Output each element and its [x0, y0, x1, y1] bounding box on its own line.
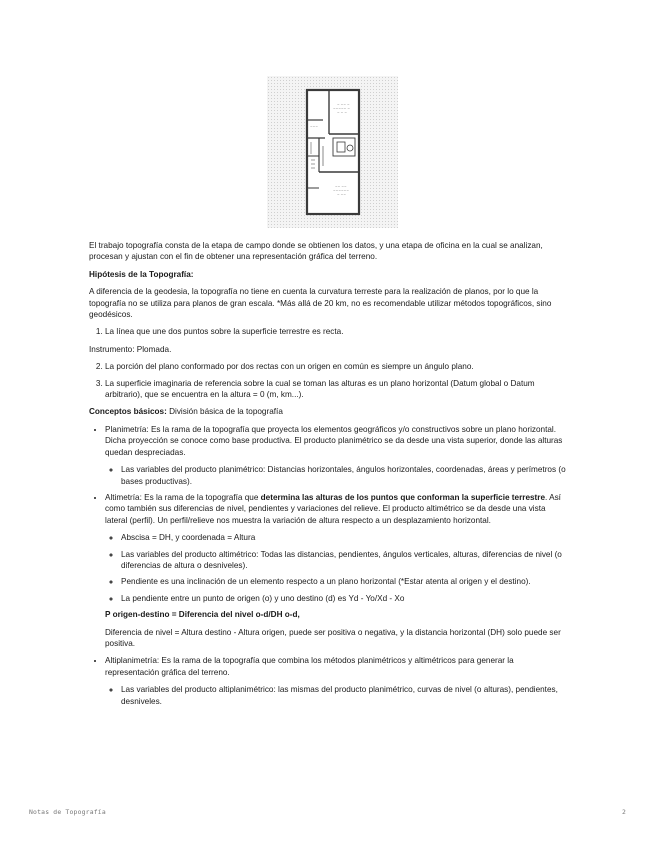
- hipotesis-list-2: [89, 361, 569, 400]
- hipotesis-item-3: 3. La superficie imaginaria de referencia sobre la cual se toman las alturas es un plano horizontal (Datum global o Datum arbitrario), que se encuentra en la altura = 0 (m, km...).: [105, 378, 569, 401]
- altiplanimetria-item: • Altiplanimetría: Es la rama de la topografía que combina los métodos planimétricos y altimétricos para generar la representación gráfica del terreno. ◦ Las variables del producto altiplanimétrico: las mismas del producto planimétrico, curvas de nivel (o alturas), pendientes, desniveles.: [105, 655, 569, 707]
- altimetria-sub-2: ◦ Las variables del producto altimétrico: Todas las distancias, pendientes, ángulos verticales, alturas, diferencias de nivel (o diferencias de altura o desniveles).: [121, 549, 569, 572]
- hipotesis-item-1: 1. La línea que une dos puntos sobre la superficie terrestre es recta.: [105, 326, 569, 337]
- concepts-list: [89, 424, 569, 707]
- planimetria-item: • Planimetría: Es la rama de la topografía que proyecta los elementos geográficos y/o constructivos sobre un plano horizontal. Dicha proyección se conoce como base productiva. El producto planimétrico se da desde una vista superior, donde las alturas quedan despreciadas. ◦ Las variables del producto planimétrico: Distancias horizontales, ángulos horizontales, coordenadas, áreas y perímetros (o bases productivas).: [105, 424, 569, 487]
- diferencia-line: Diferencia de nivel = Altura destino - Altura origen, puede ser positiva o negativa, y la distancia horizontal (DH) solo puede ser positiva.: [105, 627, 561, 648]
- hipotesis-item-2: 2. La porción del plano conformado por dos rectas con un origen en común es siempre un ángulo plano.: [105, 361, 569, 372]
- planimetria-sub-1: ◦ Las variables del producto planimétrico: Distancias horizontales, ángulos horizontales, coordenadas, áreas y perímetros (o bases productivas).: [121, 464, 569, 487]
- page-number: 2: [621, 808, 626, 816]
- hipotesis-list-1: [89, 326, 569, 337]
- conceptos-line: Conceptos básicos: División básica de la topografía: [89, 407, 283, 417]
- svg-text:~ ~ ~: ~ ~ ~: [337, 111, 348, 115]
- instrumento-line: Instrumento: Plomada.: [89, 344, 172, 354]
- formula-line: P origen-destino = Diferencia del nivel o-d/DH o-d,: [105, 610, 300, 620]
- document-body: [89, 240, 569, 713]
- hipotesis-heading: Hipótesis de la Topografía:: [89, 269, 194, 279]
- svg-text:~ ~~: ~ ~~: [337, 193, 347, 197]
- altimetria-item: • Altimetría: Es la rama de la topografía que determina las alturas de los puntos que conforman la superficie terrestre. Así como también sus diferencias de nivel, pendientes y variaciones del relieve. El producto altimétrico se da desde una vista lateral (perfil). Un perfil/relieve nos muestra la variación de altura respecto a un desplazamiento horizontal. ◦ Abscisa = DH, y coordenada = Altura ◦ Las variables del producto altimétrico: Todas las distancias, pendientes, ángulos verticales, alturas, diferencias de nivel (o diferencias de altura o desniveles). ◦ Pendiente es una inclinación de un elemento respecto a un plano horizontal (*Estar atenta al origen y el destino). ◦ La pendiente entre un punto de origen (o) y uno destino (d) es Yd - Yo/Xd - Xo P origen-destino = Diferencia del nivel o-d/DH o-d, Diferencia de nivel = Altura destino - Altura origen, puede ser positiva o negativa, y la distancia horizontal (DH) solo puede ser positiva.: [105, 492, 569, 649]
- svg-text:~ ~~ ~: ~ ~~ ~: [337, 103, 350, 107]
- intro-paragraph: El trabajo topografía consta de la etapa de campo donde se obtienen los datos, y una etapa de oficina en la cual se analizan, procesan y ajustan con el fin de obtener una representación gráfica del terreno.: [89, 241, 543, 262]
- svg-text:~~~: ~~~: [310, 125, 319, 129]
- footer-title: Notas de Topografía: [29, 808, 106, 816]
- floor-plan-icon: [267, 76, 398, 228]
- svg-text:~~~~~ ~: ~~~~~ ~: [333, 107, 351, 111]
- svg-text:~~ ~~: ~~ ~~: [335, 185, 347, 189]
- altimetria-sub-3: ◦ Pendiente es una inclinación de un elemento respecto a un plano horizontal (*Estar atenta al origen y el destino).: [121, 576, 569, 587]
- altimetria-sub-4: ◦ La pendiente entre un punto de origen (o) y uno destino (d) es Yd - Yo/Xd - Xo: [121, 593, 569, 604]
- altimetria-sub-1: ◦ Abscisa = DH, y coordenada = Altura: [121, 532, 569, 543]
- svg-text:~~~~~~: ~~~~~~: [333, 189, 350, 193]
- floor-plan-figure: [267, 76, 398, 228]
- hipotesis-paragraph: A diferencia de la geodesia, la topografía no tiene en cuenta la curvatura terreste para la realización de planos, por lo que la topografía no se utiliza para planos de gran escala. *Más allá de 20 km, no es recomendable utilizar métodos topográficos, sino geodésicos.: [89, 287, 552, 320]
- altiplanimetria-sub-1: ◦ Las variables del producto altiplanimétrico: las mismas del producto planimétrico, curvas de nivel (o alturas), pendientes, desniveles.: [121, 684, 569, 707]
